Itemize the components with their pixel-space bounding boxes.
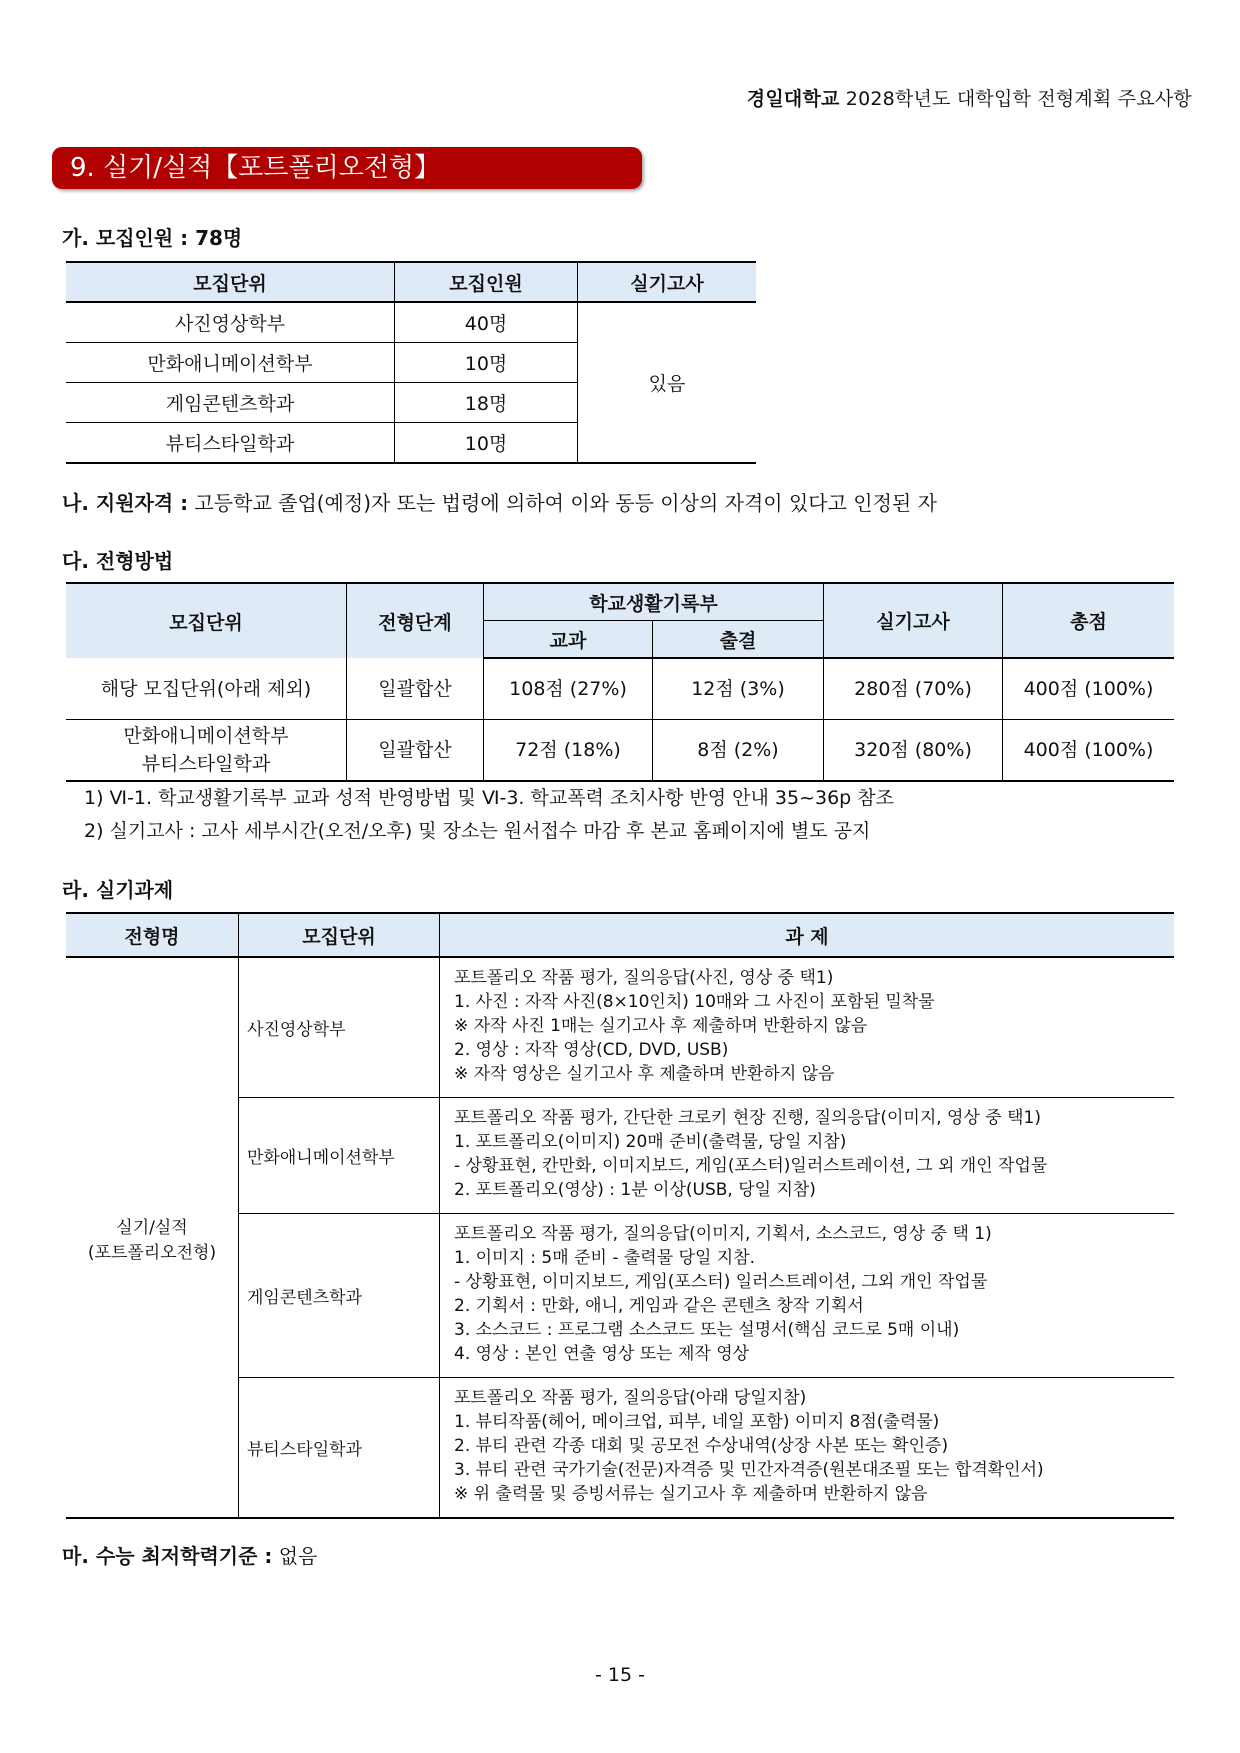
unit-cell: 해당 모집단위(아래 제외): [100, 677, 312, 700]
section-banner: 9. 실기/실적【포트폴리오전형】: [52, 147, 642, 189]
task-line: 4. 영상 : 본인 연출 영상 또는 제작 영상: [454, 1344, 750, 1364]
task-line: 포트폴리오 작품 평가, 질의응답(이미지, 기획서, 소스코드, 영상 중 택 1): [454, 1224, 992, 1244]
col-practical: 실기고사: [824, 583, 1003, 658]
section-e: [62, 1540, 317, 1569]
practical-cell: 280점 (70%): [824, 658, 1003, 720]
task-line: 2. 영상 : 자작 영상(CD, DVD, USB): [454, 1040, 729, 1060]
total-cell: 400점 (100%): [1003, 720, 1175, 782]
task-line: 1. 포트폴리오(이미지) 20매 준비(출력물, 당일 지참): [454, 1132, 847, 1152]
recruitment-table: [66, 261, 756, 464]
task-line: 3. 소스코드 : 프로그램 소스코드 또는 설명서(핵심 코드로 5매 이내): [454, 1320, 960, 1340]
attend-cell: 12점 (3%): [653, 658, 824, 720]
type-cell: [66, 957, 239, 1518]
task-line: - 상황표현, 이미지보드, 게임(포스터) 일러스트레이션, 그외 개인 작업물: [454, 1272, 988, 1292]
exam-cell: 있음: [578, 302, 757, 463]
task-cell: [440, 1378, 1175, 1519]
unit-line-1: 만화애니메이션학부: [123, 725, 289, 747]
unit-cell: [66, 720, 347, 782]
stage-cell: 일괄합산: [347, 658, 484, 720]
section-c-title: 다. 전형방법: [62, 549, 174, 573]
attend-cell: 8점 (2%): [653, 720, 824, 782]
count-cell: 10명: [395, 343, 578, 383]
task-line: ※ 자작 사진 1매는 실기고사 후 제출하며 반환하지 않음: [454, 1016, 868, 1036]
col-unit: 모집단위: [66, 262, 395, 302]
col-stage: 전형단계: [347, 583, 484, 658]
task-line: 포트폴리오 작품 평가, 간단한 크로키 현장 진행, 질의응답(이미지, 영상 중 택1): [454, 1108, 1041, 1128]
task-cell: [440, 957, 1175, 1098]
subject-cell: 72점 (18%): [484, 720, 653, 782]
table-row: [66, 720, 1174, 782]
section-b-text: 고등학교 졸업(예정)자 또는 법령에 의하여 이와 동등 이상의 자격이 있다고 인정된 자: [188, 491, 937, 515]
task-line: - 상황표현, 칸만화, 이미지보드, 게임(포스터)일러스트레이션, 그 외 개인 작업물: [454, 1156, 1048, 1176]
col-attend: 출결: [653, 621, 824, 659]
count-cell: 10명: [395, 423, 578, 464]
count-cell: 40명: [395, 302, 578, 343]
stage-cell: 일괄합산: [347, 720, 484, 782]
type-line-2: (포트폴리오전형): [87, 1242, 217, 1263]
selection-method-table: [66, 582, 1174, 782]
section-e-title: 마. 수능 최저학력기준 :: [62, 1544, 273, 1568]
task-line: ※ 자작 영상은 실기고사 후 제출하며 반환하지 않음: [454, 1064, 835, 1084]
task-line: 3. 뷰티 관련 국가기술(전문)자격증 및 민간자격증(원본대조필 또는 합격확인서): [454, 1460, 1044, 1480]
unit-cell: 게임콘텐츠학과: [239, 1214, 440, 1378]
unit-cell: 만화애니메이션학부: [66, 343, 395, 383]
page-number: - 15 -: [595, 1664, 645, 1686]
subject-cell: 108점 (27%): [484, 658, 653, 720]
col-subject: 교과: [484, 621, 653, 659]
total-cell: 400점 (100%): [1003, 658, 1175, 720]
unit-cell: 사진영상학부: [239, 957, 440, 1098]
unit-cell: 만화애니메이션학부: [239, 1098, 440, 1214]
task-line: ※ 위 출력물 및 증빙서류는 실기고사 후 제출하며 반환하지 않음: [454, 1484, 928, 1504]
col-task: 과 제: [440, 913, 1175, 957]
practical-cell: 320점 (80%): [824, 720, 1003, 782]
section-e-text: 없음: [272, 1544, 318, 1568]
task-line: 1. 이미지 : 5매 준비 - 출력물 당일 지참.: [454, 1248, 756, 1268]
task-line: 1. 사진 : 자작 사진(8×10인치) 10매와 그 사진이 포함된 밀착물: [454, 992, 935, 1012]
practical-task-table: [66, 912, 1174, 1519]
col-unit: 모집단위: [66, 583, 347, 658]
task-line: 포트폴리오 작품 평가, 질의응답(사진, 영상 중 택1): [454, 968, 834, 988]
table-row: [66, 957, 1174, 1098]
task-line: 포트폴리오 작품 평가, 질의응답(아래 당일지참): [454, 1388, 807, 1408]
unit-cell: 뷰티스타일학과: [239, 1378, 440, 1519]
unit-cell: 게임콘텐츠학과: [66, 383, 395, 423]
note-1: 1) Ⅵ-1. 학교생활기록부 교과 성적 반영방법 및 Ⅵ-3. 학교폭력 조치사항 반영 안내 35~36p 참조: [84, 787, 894, 809]
section-b-title: 나. 지원자격 :: [62, 491, 189, 515]
col-unit: 모집단위: [239, 913, 440, 957]
unit-line-2: 뷰티스타일학과: [141, 753, 271, 775]
document-header: [747, 84, 1192, 111]
task-line: 1. 뷰티작품(헤어, 메이크업, 피부, 네일 포함) 이미지 8점(출력물): [454, 1412, 940, 1432]
header-title: 2028학년도 대학입학 전형계획 주요사항: [839, 88, 1192, 110]
task-cell: [440, 1214, 1175, 1378]
table-row: [66, 658, 1174, 720]
section-a-title: 가. 모집인원 : 78명: [62, 226, 243, 250]
unit-cell: 사진영상학부: [66, 302, 395, 343]
header-school: 경일대학교: [746, 88, 840, 110]
col-exam: 실기고사: [578, 262, 757, 302]
count-cell: 18명: [395, 383, 578, 423]
task-line: 2. 포트폴리오(영상) : 1분 이상(USB, 당일 지참): [454, 1180, 816, 1200]
task-line: 2. 뷰티 관련 각종 대회 및 공모전 수상내역(상장 사본 또는 확인증): [454, 1436, 949, 1456]
note-2: 2) 실기고사 : 고사 세부시간(오전/오후) 및 장소는 원서접수 마감 후 본교 홈페이지에 별도 공지: [84, 820, 871, 842]
col-total: 총점: [1003, 583, 1175, 658]
task-line: 2. 기획서 : 만화, 애니, 게임과 같은 콘텐츠 창작 기획서: [454, 1296, 864, 1316]
type-line-1: 실기/실적: [116, 1217, 188, 1238]
section-d-title: 라. 실기과제: [62, 878, 174, 902]
col-type: 전형명: [66, 913, 239, 957]
table-row: [66, 302, 756, 343]
col-record: 학교생활기록부: [484, 583, 824, 621]
unit-cell: 뷰티스타일학과: [66, 423, 395, 464]
col-count: 모집인원: [395, 262, 578, 302]
task-cell: [440, 1098, 1175, 1214]
section-b: [62, 487, 937, 516]
